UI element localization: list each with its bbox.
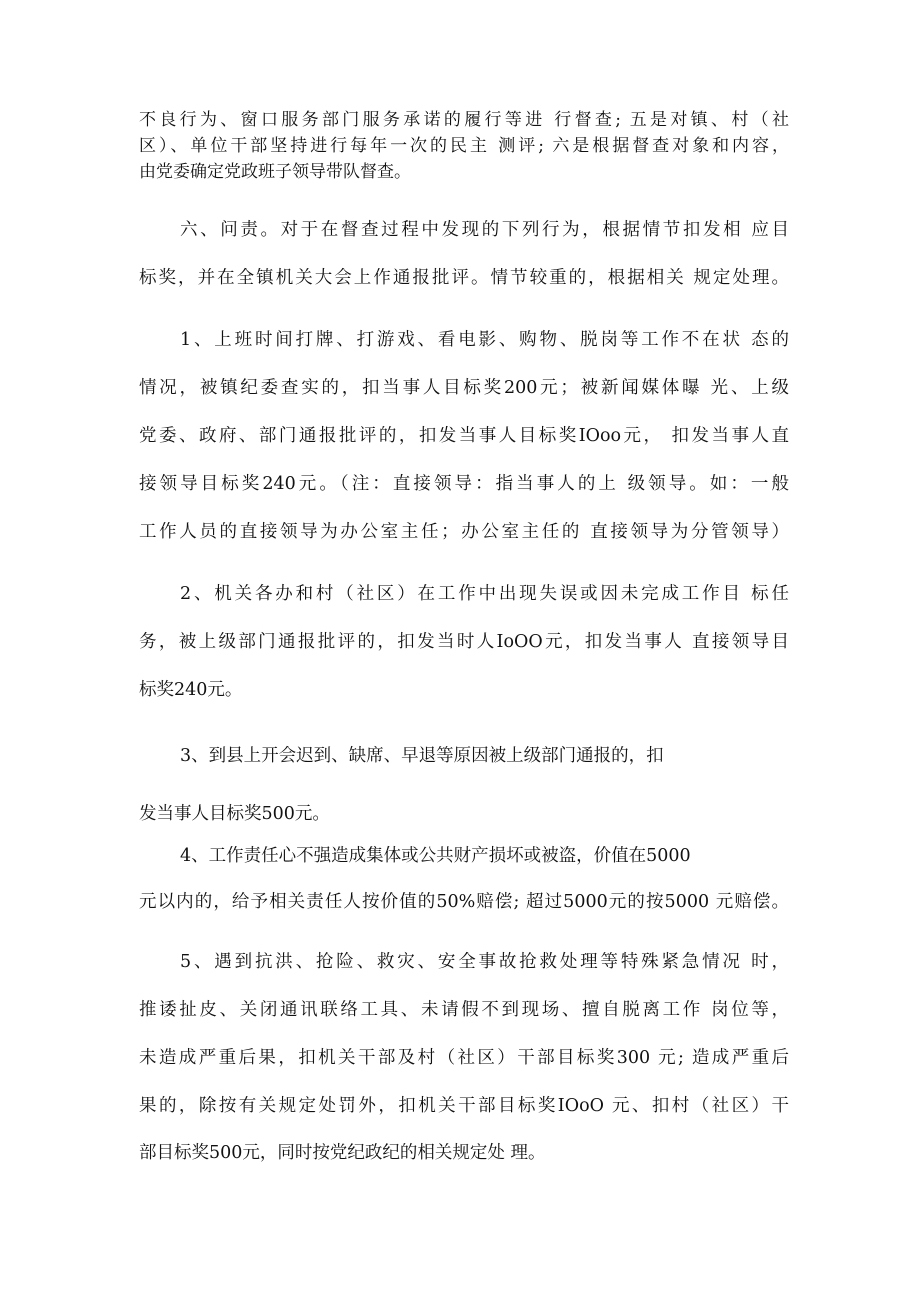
paragraph-3-line-2: 情况，被镇纪委查实的，扣当事人目标奖200元；被新闻媒体曝 光、上级	[139, 378, 789, 398]
paragraph-7-line-4: 果的，除按有关规定处罚外，扣机关干部目标奖IOoO 元、扣村（社区）干	[139, 1096, 789, 1116]
paragraph-1-line-1: 不良行为、窗口服务部门服务承诺的履行等进 行督查; 五是对镇、村（社	[139, 110, 789, 130]
paragraph-1-line-3: 由党委确定党政班子领导带队督查。	[139, 162, 411, 182]
paragraph-1-line-2: 区）、单位干部坚持进行每年一次的民主 测评; 六是根据督查对象和内容，	[139, 136, 789, 156]
paragraph-6-line-2: 元以内的，给予相关责任人按价值的50%赔偿; 超过5000元的按5000 元赔偿。	[139, 892, 789, 912]
paragraph-4-line-1: 2、机关各办和村（社区）在工作中出现失误或因未完成工作目 标任	[180, 584, 789, 604]
paragraph-7-line-1: 5、遇到抗洪、抢险、救灾、安全事故抢救处理等特殊紧急情况 时，	[180, 952, 789, 972]
paragraph-4-line-3: 标奖240元。	[139, 680, 243, 700]
paragraph-2-line-1: 六、问责。对于在督查过程中发现的下列行为，根据情节扣发相 应目	[180, 220, 789, 240]
paragraph-7-line-2: 推诿扯皮、关闭通讯联络工具、未请假不到现场、擅自脱离工作 岗位等，	[139, 1000, 789, 1020]
paragraph-3-line-3: 党委、政府、部门通报批评的，扣发当事人目标奖IOoo元， 扣发当事人直	[139, 426, 789, 446]
paragraph-7-line-5: 部目标奖500元，同时按党纪政纪的相关规定处 理。	[139, 1143, 546, 1163]
paragraph-3-line-4: 接领导目标奖240元。（注：直接领导：指当事人的上 级领导。如：一般	[139, 474, 789, 494]
paragraph-4-line-2: 务，被上级部门通报批评的，扣发当时人IoOO元，扣发当事人 直接领导目	[139, 632, 789, 652]
paragraph-3-line-5: 工作人员的直接领导为办公室主任；办公室主任的 直接领导为分管领导）	[139, 522, 789, 542]
paragraph-2-line-2: 标奖，并在全镇机关大会上作通报批评。情节较重的，根据相关 规定处理。	[139, 268, 789, 288]
paragraph-5-line-2: 发当事人目标奖500元。	[139, 804, 330, 824]
paragraph-6-line-1: 4、工作责任心不强造成集体或公共财产损坏或被盗，价值在5000	[180, 846, 691, 866]
paragraph-7-line-3: 未造成严重后果，扣机关干部及村（社区）干部目标奖300 元; 造成严重后	[139, 1048, 789, 1068]
paragraph-3-line-1: 1、上班时间打牌、打游戏、看电影、购物、脱岗等工作不在状 态的	[180, 330, 789, 350]
paragraph-5-line-1: 3、到县上开会迟到、缺席、早退等原因被上级部门通报的，扣	[180, 746, 664, 766]
